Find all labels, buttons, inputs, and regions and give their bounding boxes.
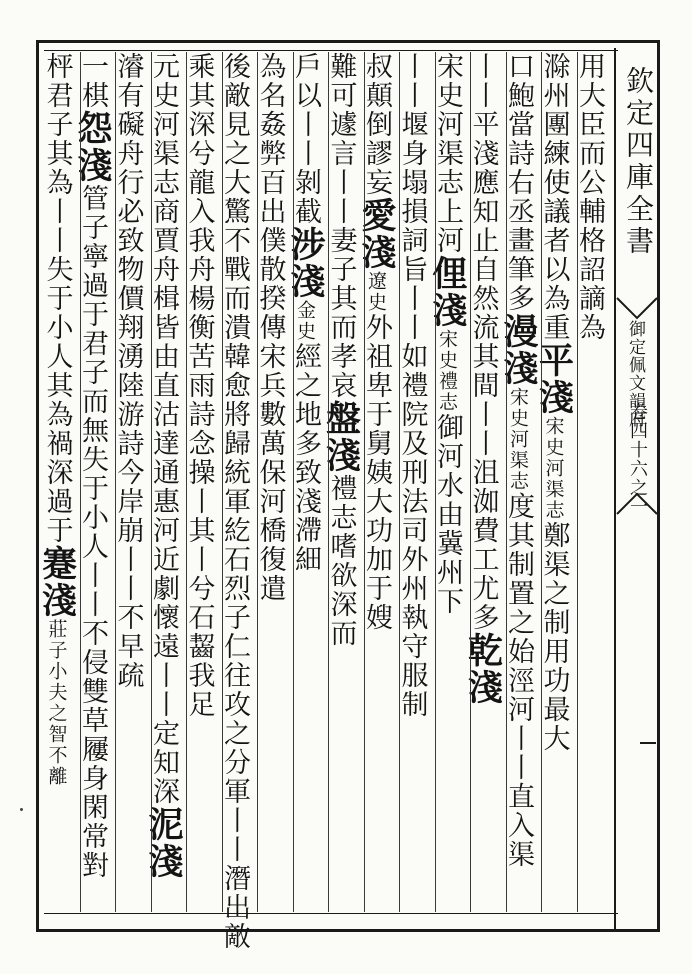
column-rule xyxy=(470,52,471,912)
text-column xyxy=(462,52,506,912)
text-run: 叔顛倒謬妄 xyxy=(361,52,392,197)
column-rule xyxy=(399,52,400,912)
text-run: 丨丨不侵雙草屨身閑常對 xyxy=(77,561,108,880)
headword: 泥淺 xyxy=(143,806,184,880)
text-column xyxy=(72,52,116,912)
headword: 盤淺 xyxy=(320,400,362,474)
column-rule xyxy=(80,52,81,912)
text-column xyxy=(320,52,364,912)
text-column xyxy=(498,52,542,912)
text-run: 操丨其丨兮石齧我足 xyxy=(183,458,215,719)
column-rule xyxy=(293,52,294,912)
column-rule xyxy=(541,52,542,912)
text-run: 統軍紇石烈子仁往攻之分軍丨丨潛出敵 xyxy=(219,458,250,951)
volume-label: 卷四十六之一 xyxy=(627,402,648,516)
column-rule xyxy=(257,52,258,912)
headword: 蹇淺 xyxy=(36,545,78,619)
text-column xyxy=(112,52,151,912)
ink-speck xyxy=(20,808,23,811)
column-rule xyxy=(222,52,223,912)
text-run: 後敵見之大驚不戰而潰韓愈將歸 xyxy=(219,52,250,458)
text-run: 近劇懷遠丨丨定知深 xyxy=(148,545,179,806)
source-note: 莊子小夫之智不離 xyxy=(45,619,68,787)
text-run: 乘其深兮龍入我舟楊衡苦雨詩念 xyxy=(183,52,215,458)
headword: 漫淺 xyxy=(498,313,539,387)
text-column xyxy=(36,52,80,912)
column-rule xyxy=(435,52,436,912)
text-run: 詞旨丨丨如 xyxy=(396,226,428,371)
source-note: 宋史河渠志 xyxy=(507,387,529,492)
text-column xyxy=(574,52,613,912)
text-run: 禮院及刑法司外州執守服制 xyxy=(396,371,428,719)
text-run: 一棋 xyxy=(77,52,108,110)
text-run: 元史河渠志商賈舟楫皆由直沽達通惠河 xyxy=(148,52,179,545)
text-run: 濬有礙舟行必致物價翔湧陸游詩 xyxy=(112,52,144,458)
headword: 平淺 xyxy=(533,342,575,416)
source-note: 宋史禮志 xyxy=(436,329,458,413)
book-subtitle: 御定佩文韻府 xyxy=(625,320,645,428)
text-run: 難可遽言 xyxy=(325,52,357,168)
text-run: 度其制置之始涇河丨丨直入渠 xyxy=(503,492,534,869)
text-column xyxy=(143,52,187,912)
source-note: 宋史河渠志 xyxy=(542,416,565,521)
text-run: 宋史河渠志上河 xyxy=(432,52,463,255)
text-run: 禮志嗜欲深而 xyxy=(325,474,357,648)
text-run: 今岸崩丨丨不早疏 xyxy=(112,458,144,690)
text-run: 經之地多致淺滯細 xyxy=(290,342,321,574)
text-run: 枰 xyxy=(41,52,73,81)
text-run: 僕散揆傳宋兵數萬保河橋復遣 xyxy=(254,226,286,603)
column-rule xyxy=(186,52,187,912)
text-run: 君子其為丨丨失于小人其為禍深 xyxy=(41,81,73,487)
headword: 乾淺 xyxy=(462,632,504,706)
source-note: 遼史 xyxy=(365,271,387,313)
text-run: 為名姦弊百出 xyxy=(254,52,286,226)
text-run: 鄭渠之制用功最大 xyxy=(538,521,570,753)
text-run: 御河水由冀州下 xyxy=(432,413,463,616)
margin-tick xyxy=(640,742,656,752)
text-run: 管子寧過于君子而無失于小人 xyxy=(77,184,108,561)
column-rule xyxy=(506,52,507,912)
text-run: 戶以丨丨剝截 xyxy=(290,52,321,226)
source-note: 金史 xyxy=(294,300,316,342)
column-rule xyxy=(115,52,116,912)
text-run: 丨丨堰身塌損 xyxy=(396,52,428,226)
text-run: 丨丨妻子其而孝哀 xyxy=(325,168,357,400)
column-rule xyxy=(577,52,578,912)
text-run: 滁州團練使議者以為重 xyxy=(538,52,570,342)
text-run: 流其間丨丨沮洳費工尤多 xyxy=(467,313,499,632)
text-run: 用大臣而公輔格詔謫為 xyxy=(574,52,605,342)
text-column xyxy=(533,52,577,912)
book-title: 欽定四庫全書 xyxy=(622,66,655,258)
text-run: 過于 xyxy=(41,487,73,545)
text-column xyxy=(219,52,258,951)
headword: 愛淺 xyxy=(356,197,397,271)
text-run: 口鮑當詩右丞畫筆多 xyxy=(503,52,534,313)
column-rule xyxy=(364,52,365,912)
text-column xyxy=(396,52,435,912)
text-run: 外祖卑于舅姨大功加于嫂 xyxy=(361,313,392,632)
column-rule xyxy=(151,52,152,912)
headword: 怨淺 xyxy=(72,110,113,184)
headword: 俚淺 xyxy=(427,255,468,329)
text-column xyxy=(254,52,293,912)
text-run: 丨丨平淺應知止自然 xyxy=(467,52,499,313)
text-column xyxy=(427,52,471,912)
text-column xyxy=(285,52,329,912)
text-column xyxy=(356,52,400,912)
column-rule xyxy=(328,52,329,912)
text-column xyxy=(183,52,222,912)
headword: 涉淺 xyxy=(285,226,326,300)
